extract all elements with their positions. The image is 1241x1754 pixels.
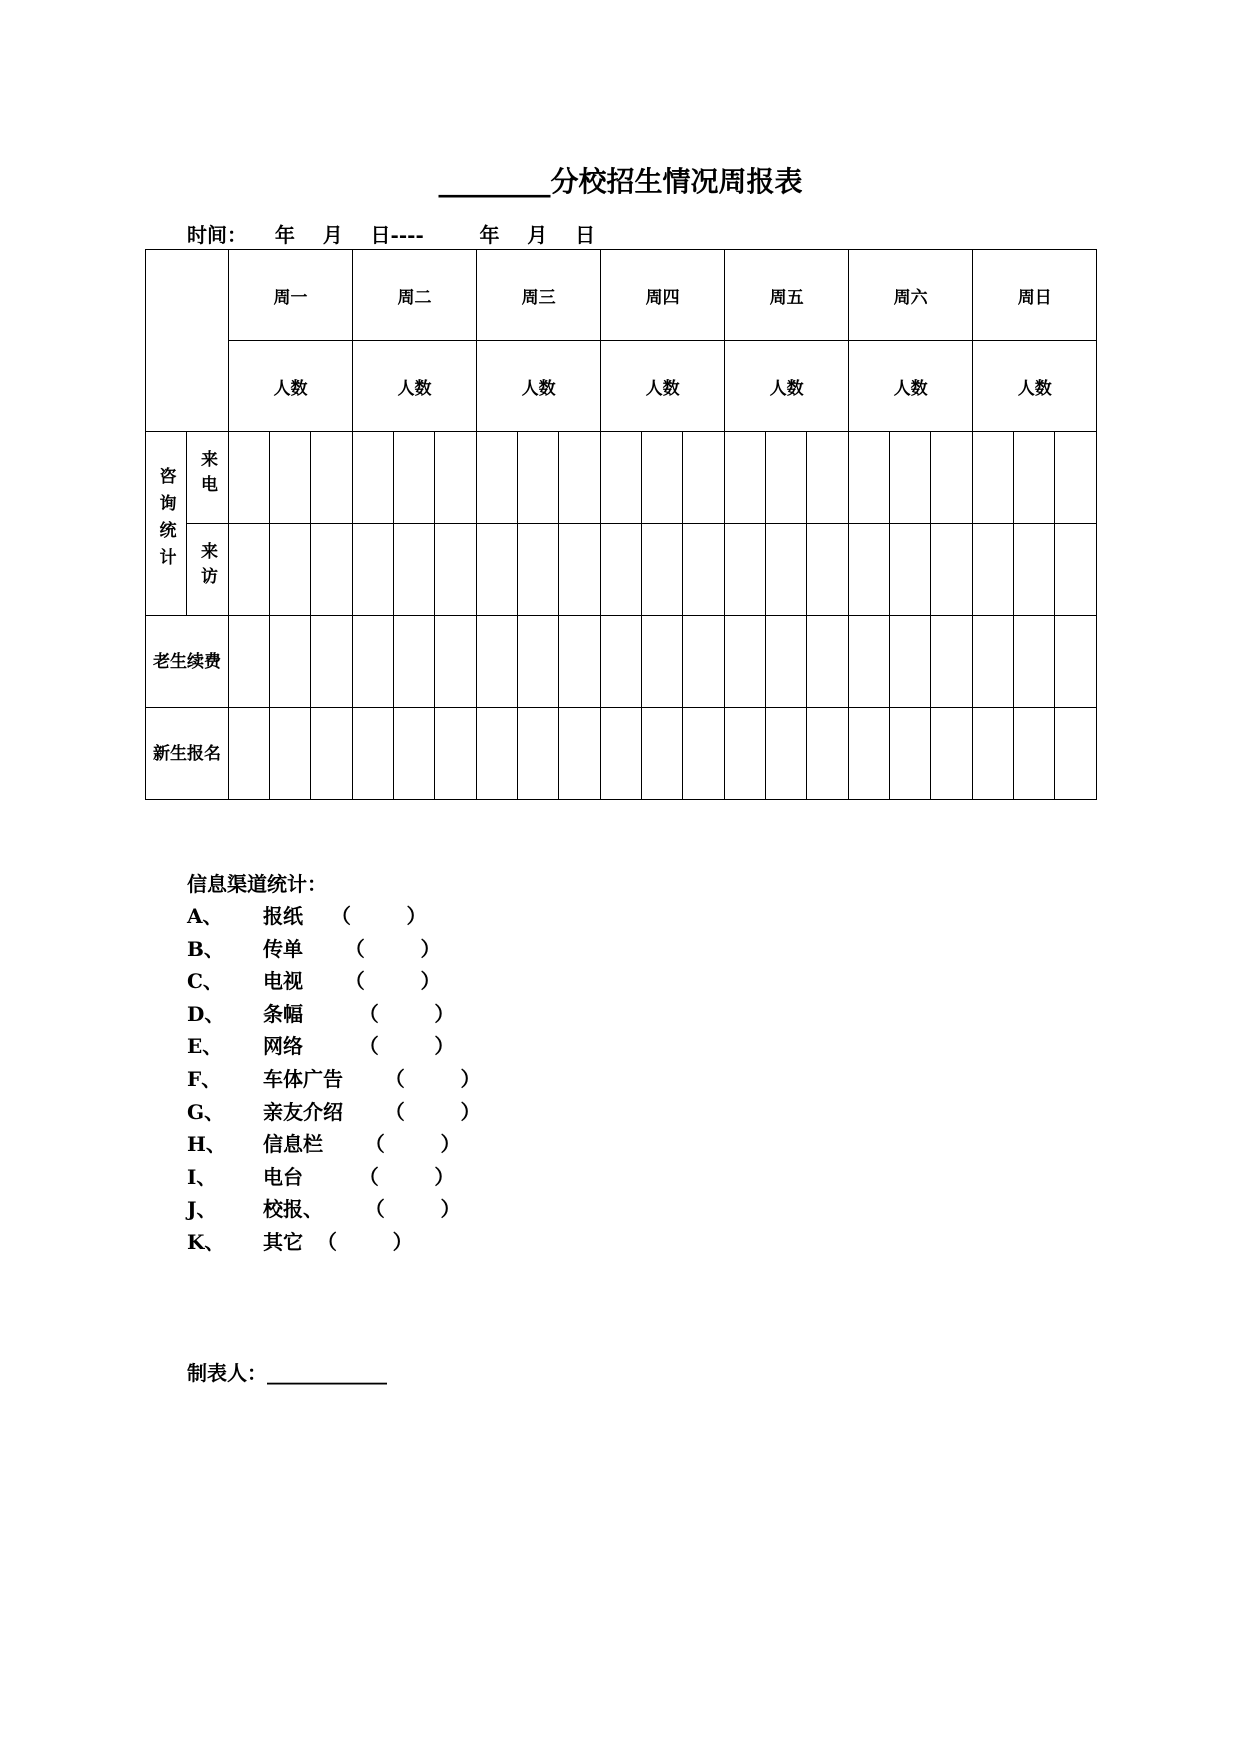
corner-cell xyxy=(146,250,229,432)
input-cell[interactable] xyxy=(890,708,931,800)
channel-text: 报纸 （ ） xyxy=(263,904,427,928)
day-header: 周一 xyxy=(229,250,353,341)
channel-letter: K、 xyxy=(187,1229,225,1254)
input-cell[interactable] xyxy=(849,524,890,616)
channel-text: 电视 （ ） xyxy=(263,969,441,994)
input-cell[interactable] xyxy=(973,432,1014,524)
input-cell[interactable] xyxy=(311,616,353,708)
count-header-row xyxy=(146,341,1097,432)
input-cell[interactable] xyxy=(642,524,683,616)
channel-item xyxy=(187,1128,480,1161)
day-header: 周四 xyxy=(601,250,725,341)
input-cell[interactable] xyxy=(807,708,849,800)
input-cell[interactable] xyxy=(435,432,477,524)
renewal-label-cell xyxy=(146,616,229,708)
input-cell[interactable] xyxy=(807,524,849,616)
input-cell[interactable] xyxy=(518,616,559,708)
input-cell[interactable] xyxy=(229,616,270,708)
input-cell[interactable] xyxy=(1055,616,1097,708)
input-cell[interactable] xyxy=(353,432,394,524)
weekly-report-table xyxy=(145,249,1097,800)
input-cell[interactable] xyxy=(931,432,973,524)
input-cell[interactable] xyxy=(766,708,807,800)
day-header: 周日 xyxy=(973,250,1097,341)
input-cell[interactable] xyxy=(559,616,601,708)
channel-letter: G、 xyxy=(187,1099,225,1124)
input-cell[interactable] xyxy=(518,708,559,800)
input-cell[interactable] xyxy=(311,432,353,524)
input-cell[interactable] xyxy=(270,616,311,708)
consult-label-cell xyxy=(146,432,187,616)
input-cell[interactable] xyxy=(1055,708,1097,800)
channel-text: 条幅 （ ） xyxy=(263,1001,455,1026)
input-cell[interactable] xyxy=(601,708,642,800)
input-cell[interactable] xyxy=(931,524,973,616)
input-cell[interactable] xyxy=(807,616,849,708)
input-cell[interactable] xyxy=(601,524,642,616)
input-cell[interactable] xyxy=(311,524,353,616)
count-header: 人数 xyxy=(849,341,973,432)
phone-label: 来电 xyxy=(197,450,217,500)
input-cell[interactable] xyxy=(559,708,601,800)
day-header: 周二 xyxy=(353,250,477,341)
channel-item xyxy=(187,900,480,933)
channel-item xyxy=(187,1193,480,1226)
input-cell[interactable] xyxy=(270,524,311,616)
input-cell[interactable] xyxy=(931,708,973,800)
input-cell[interactable] xyxy=(807,432,849,524)
input-cell[interactable] xyxy=(849,708,890,800)
input-cell[interactable] xyxy=(766,524,807,616)
input-cell[interactable] xyxy=(559,432,601,524)
input-cell[interactable] xyxy=(683,708,725,800)
input-cell[interactable] xyxy=(890,432,931,524)
count-header: 人数 xyxy=(229,341,353,432)
input-cell[interactable] xyxy=(725,616,766,708)
input-cell[interactable] xyxy=(394,708,435,800)
day-header: 周六 xyxy=(849,250,973,341)
consult-label: 咨询统计 xyxy=(155,467,176,575)
input-cell[interactable] xyxy=(683,432,725,524)
row-label-cell xyxy=(187,524,229,616)
table-row-new-registration xyxy=(146,708,1097,800)
count-header: 人数 xyxy=(477,341,601,432)
input-cell[interactable] xyxy=(477,524,518,616)
channel-letter: E、 xyxy=(187,1034,223,1059)
input-cell[interactable] xyxy=(353,616,394,708)
channel-text: 车体广告 （ ） xyxy=(263,1066,481,1091)
count-header: 人数 xyxy=(725,341,849,432)
channel-text: 传单 （ ） xyxy=(263,936,441,961)
table-row-phone xyxy=(146,432,1097,524)
channel-heading: 信息渠道统计： xyxy=(187,872,327,896)
input-cell[interactable] xyxy=(973,524,1014,616)
input-cell[interactable] xyxy=(849,432,890,524)
channel-letter: D、 xyxy=(187,1001,225,1026)
input-cell[interactable] xyxy=(229,432,270,524)
input-cell[interactable] xyxy=(890,616,931,708)
channel-text: 校报、 （ ） xyxy=(263,1197,461,1222)
input-cell[interactable] xyxy=(766,616,807,708)
day-header-row xyxy=(146,250,1097,341)
channel-statistics xyxy=(187,868,480,1259)
renewal-label: 老生续费 xyxy=(153,651,221,672)
date-range-line: 时间： 年 月 日---- 年 月 日 xyxy=(187,223,596,247)
channel-item xyxy=(187,1226,480,1259)
channel-letter: F、 xyxy=(187,1066,222,1091)
input-cell[interactable] xyxy=(1055,524,1097,616)
table-row-visit xyxy=(146,524,1097,616)
channel-item xyxy=(187,1096,480,1129)
input-cell[interactable] xyxy=(394,432,435,524)
input-cell[interactable] xyxy=(229,524,270,616)
input-cell[interactable] xyxy=(766,432,807,524)
channel-letter: J、 xyxy=(187,1197,217,1222)
input-cell[interactable] xyxy=(725,524,766,616)
input-cell[interactable] xyxy=(518,432,559,524)
count-header: 人数 xyxy=(973,341,1097,432)
input-cell[interactable] xyxy=(518,524,559,616)
channel-item xyxy=(187,965,480,998)
table-row-renewal xyxy=(146,616,1097,708)
input-cell[interactable] xyxy=(725,432,766,524)
channel-letter: C、 xyxy=(187,969,223,994)
count-header: 人数 xyxy=(353,341,477,432)
channel-item xyxy=(187,1063,480,1096)
input-cell[interactable] xyxy=(270,432,311,524)
input-cell[interactable] xyxy=(229,708,270,800)
input-cell[interactable] xyxy=(353,524,394,616)
row-label-cell xyxy=(187,432,229,524)
newreg-label-cell xyxy=(146,708,229,800)
channel-text: 其它 （ ） xyxy=(263,1229,413,1254)
input-cell[interactable] xyxy=(890,524,931,616)
input-cell[interactable] xyxy=(394,524,435,616)
input-cell[interactable] xyxy=(931,616,973,708)
input-cell[interactable] xyxy=(435,524,477,616)
input-cell[interactable] xyxy=(435,616,477,708)
channel-item xyxy=(187,1161,480,1194)
channel-text: 信息栏 （ ） xyxy=(263,1132,461,1157)
channel-item xyxy=(187,1030,480,1063)
channel-letter: A、 xyxy=(187,904,223,928)
input-cell[interactable] xyxy=(642,708,683,800)
channel-letter: H、 xyxy=(187,1132,226,1157)
day-header: 周三 xyxy=(477,250,601,341)
input-cell[interactable] xyxy=(642,616,683,708)
input-cell[interactable] xyxy=(1014,708,1055,800)
input-cell[interactable] xyxy=(477,708,518,800)
input-cell[interactable] xyxy=(683,616,725,708)
input-cell[interactable] xyxy=(601,432,642,524)
input-cell[interactable] xyxy=(435,708,477,800)
input-cell[interactable] xyxy=(1014,616,1055,708)
input-cell[interactable] xyxy=(559,524,601,616)
input-cell[interactable] xyxy=(1055,432,1097,524)
input-cell[interactable] xyxy=(973,616,1014,708)
table-maker-line: 制表人：____________ xyxy=(187,1361,387,1385)
page-title: ________分校招生情况周报表 xyxy=(438,165,803,198)
channel-letter: B、 xyxy=(187,936,224,961)
channel-letter: I、 xyxy=(187,1164,217,1189)
input-cell[interactable] xyxy=(725,708,766,800)
input-cell[interactable] xyxy=(394,616,435,708)
input-cell[interactable] xyxy=(1014,524,1055,616)
input-cell[interactable] xyxy=(311,708,353,800)
channel-text: 电台 （ ） xyxy=(263,1164,455,1189)
channel-item xyxy=(187,933,480,966)
channel-item xyxy=(187,998,480,1031)
channel-text: 网络 （ ） xyxy=(263,1034,455,1059)
input-cell[interactable] xyxy=(973,708,1014,800)
visit-label: 来访 xyxy=(197,542,217,592)
count-header: 人数 xyxy=(601,341,725,432)
channel-text: 亲友介绍 （ ） xyxy=(263,1099,481,1124)
input-cell[interactable] xyxy=(1014,432,1055,524)
input-cell[interactable] xyxy=(849,616,890,708)
input-cell[interactable] xyxy=(477,432,518,524)
newreg-label: 新生报名 xyxy=(153,743,221,764)
input-cell[interactable] xyxy=(477,616,518,708)
input-cell[interactable] xyxy=(270,708,311,800)
input-cell[interactable] xyxy=(601,616,642,708)
input-cell[interactable] xyxy=(642,432,683,524)
input-cell[interactable] xyxy=(353,708,394,800)
day-header: 周五 xyxy=(725,250,849,341)
input-cell[interactable] xyxy=(683,524,725,616)
